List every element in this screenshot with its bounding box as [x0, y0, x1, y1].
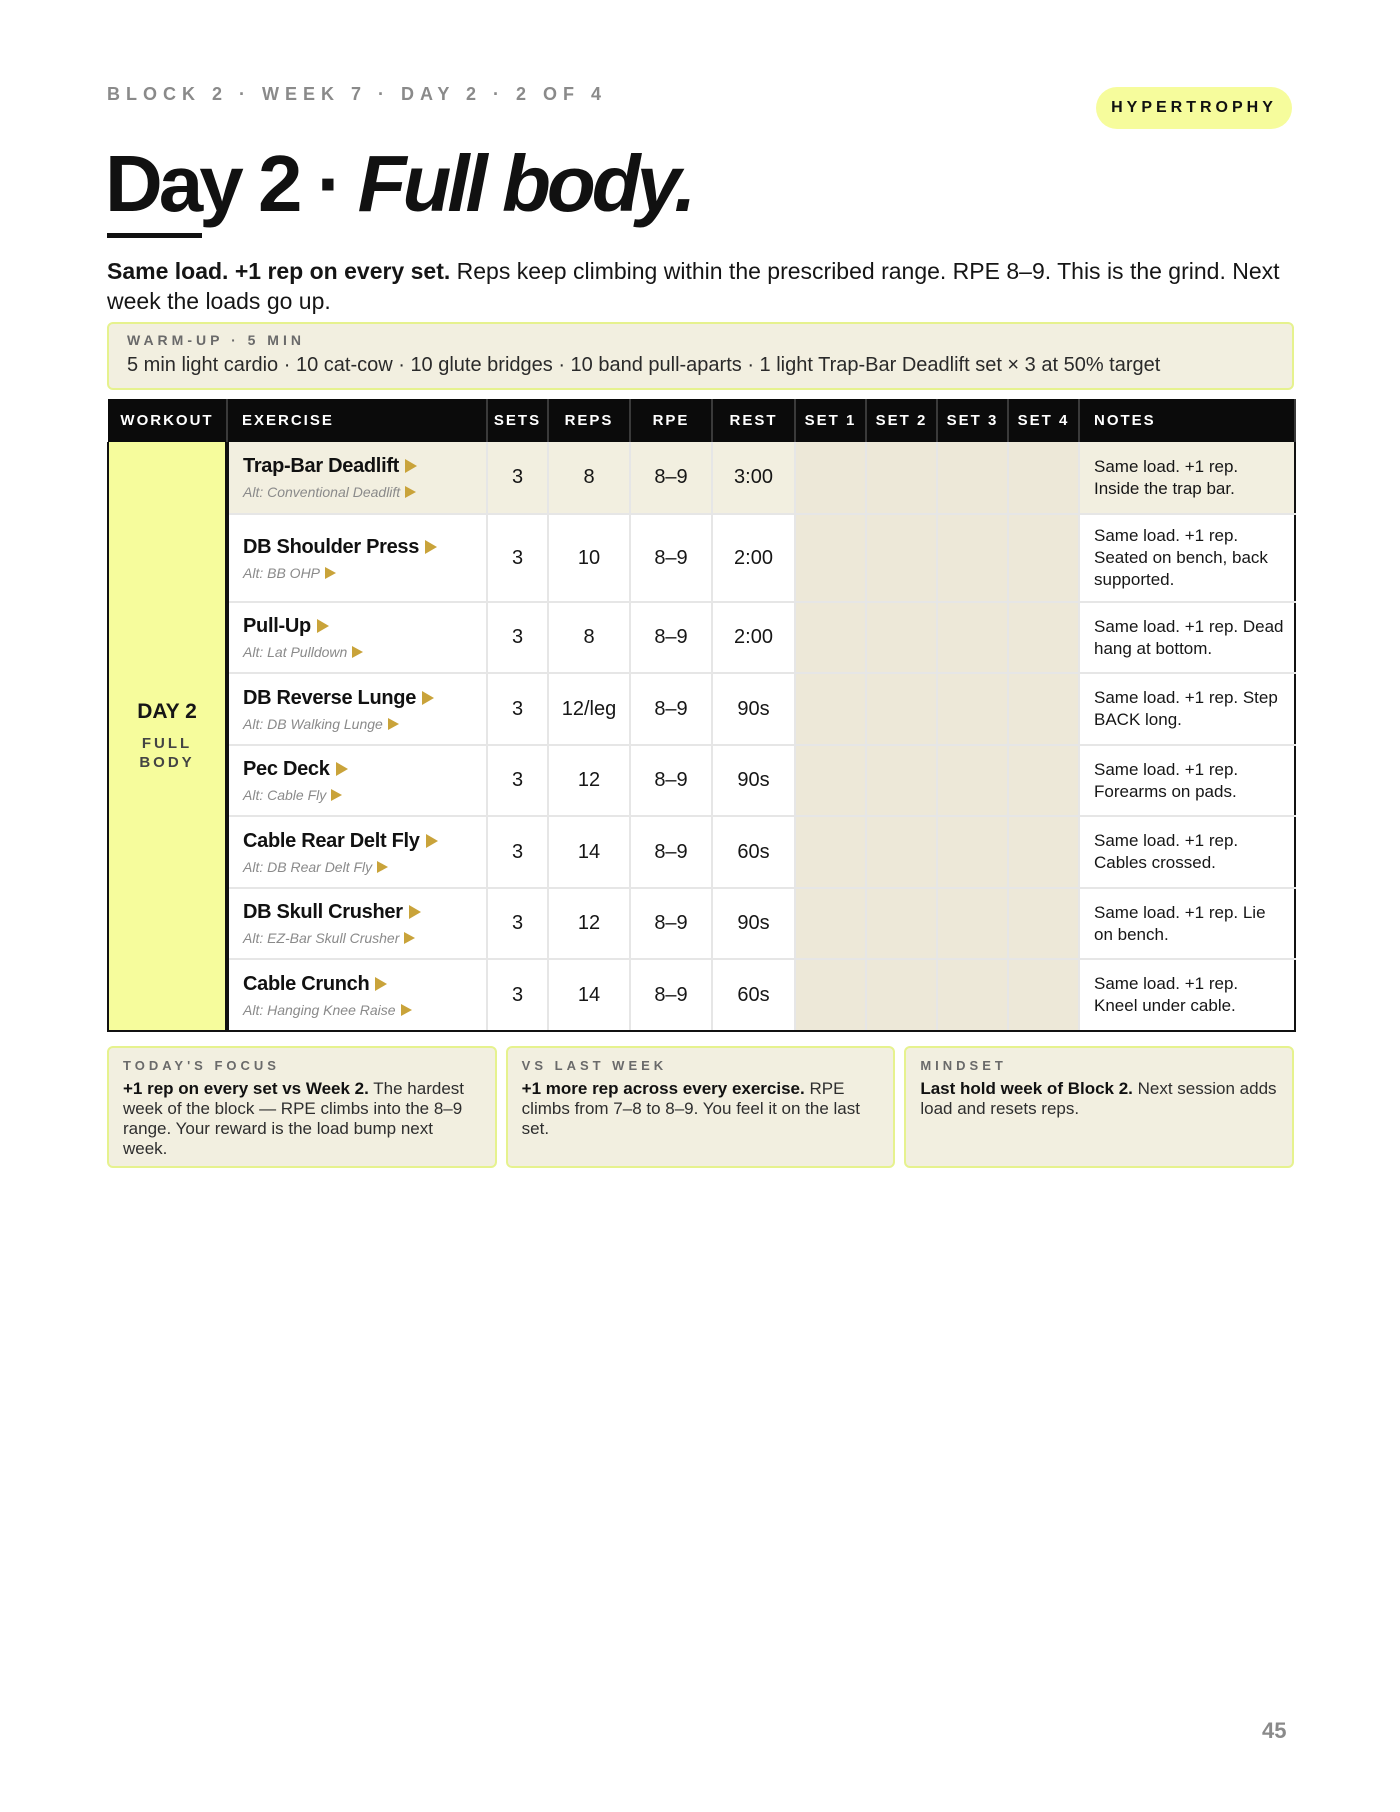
workout-day-cell	[108, 442, 227, 1031]
play-icon[interactable]	[325, 567, 336, 579]
warmup-box	[107, 322, 1294, 390]
col-workout: WORKOUT	[108, 399, 227, 442]
workout-split	[109, 734, 225, 772]
set3-log-cell[interactable]	[937, 959, 1008, 1031]
sets-cell: 3	[487, 959, 548, 1031]
sets-cell: 3	[487, 888, 548, 959]
set3-log-cell[interactable]	[937, 888, 1008, 959]
card-bold: +1 more rep across every exercise.	[521, 1079, 805, 1098]
col-rest: REST	[712, 399, 795, 442]
set3-log-cell[interactable]	[937, 514, 1008, 602]
exercise-alt-text: Alt: Conventional Deadlift	[243, 484, 401, 500]
play-icon[interactable]	[331, 789, 342, 801]
play-icon[interactable]	[375, 977, 387, 991]
play-icon[interactable]	[388, 718, 399, 730]
col-rpe: RPE	[630, 399, 712, 442]
card-text	[123, 1079, 481, 1159]
exercise-alt[interactable]	[243, 716, 486, 732]
set2-log-cell[interactable]	[866, 602, 937, 673]
play-icon[interactable]	[409, 905, 421, 919]
play-icon[interactable]	[405, 459, 417, 473]
exercise-alt-text: Alt: EZ-Bar Skull Crusher	[243, 930, 400, 946]
workout-split-line: BODY	[139, 754, 195, 771]
exercise-name-text: Pec Deck	[243, 758, 330, 780]
rest-cell: 90s	[712, 673, 795, 745]
exercise-name-text: Cable Rear Delt Fly	[243, 829, 420, 852]
set1-log-cell[interactable]	[795, 816, 866, 888]
exercise-cell	[227, 816, 487, 888]
exercise-name-text: Pull-Up	[243, 615, 311, 637]
card-text	[522, 1079, 880, 1139]
table-row	[108, 602, 1295, 673]
rest-cell: 90s	[712, 888, 795, 959]
play-icon[interactable]	[426, 834, 438, 848]
notes-cell: Same load. +1 rep. Step BACK long.	[1079, 673, 1295, 745]
exercise-cell	[227, 959, 487, 1031]
exercise-alt[interactable]	[243, 787, 486, 803]
intro-bold: Same load. +1 rep on every set.	[107, 258, 451, 284]
summary-cards	[107, 1046, 1294, 1168]
sets-cell: 3	[487, 816, 548, 888]
rpe-cell: 8–9	[630, 514, 712, 602]
exercise-name-text: DB Reverse Lunge	[243, 686, 417, 709]
col-set2: SET 2	[866, 399, 937, 442]
col-set1: SET 1	[795, 399, 866, 442]
phase-badge: HYPERTROPHY	[1096, 87, 1292, 129]
set2-log-cell[interactable]	[866, 442, 937, 514]
exercise-cell	[227, 888, 487, 959]
rest-cell: 3:00	[712, 442, 795, 514]
notes-cell: Same load. +1 rep. Seated on bench, back supported.	[1079, 514, 1295, 602]
notes-cell: Same load. +1 rep. Kneel under cable.	[1079, 959, 1295, 1031]
exercise-alt-text: Alt: Lat Pulldown	[243, 644, 348, 660]
warmup-label: WARM-UP · 5 MIN	[127, 332, 305, 348]
table-header-row	[108, 399, 1295, 442]
set4-log-cell[interactable]	[1008, 959, 1079, 1031]
exercise-name[interactable]	[243, 973, 486, 996]
notes-cell: Same load. +1 rep. Dead hang at bottom.	[1079, 602, 1295, 673]
exercise-name[interactable]	[243, 901, 486, 924]
exercise-name-text: Trap-Bar Deadlift	[243, 455, 400, 477]
workout-table	[107, 399, 1296, 1032]
sets-cell: 3	[487, 442, 548, 514]
card-label: MINDSET	[920, 1058, 1007, 1073]
vs-last-week-card	[506, 1046, 896, 1168]
card-text	[920, 1079, 1278, 1119]
set2-log-cell[interactable]	[866, 745, 937, 816]
exercise-alt-text: Alt: DB Walking Lunge	[243, 715, 383, 732]
card-body: RPE climbs from 7–8 to 8–9. You feel it on the last set.	[521, 1079, 860, 1138]
sets-cell: 3	[487, 514, 548, 602]
exercise-name-text: DB Shoulder Press	[243, 535, 420, 558]
table-row	[108, 673, 1295, 745]
play-icon[interactable]	[422, 691, 434, 705]
set4-log-cell[interactable]	[1008, 514, 1079, 602]
reps-cell: 12	[548, 888, 630, 959]
set1-log-cell[interactable]	[795, 673, 866, 745]
set3-log-cell[interactable]	[937, 602, 1008, 673]
col-set4: SET 4	[1008, 399, 1079, 442]
exercise-alt-text: Alt: Hanging Knee Raise	[243, 1001, 396, 1018]
breadcrumb: BLOCK 2 · WEEK 7 · DAY 2 · 2 OF 4	[107, 84, 608, 104]
sets-cell: 3	[487, 673, 548, 745]
page-number: 45	[1262, 1718, 1287, 1743]
rpe-cell: 8–9	[630, 816, 712, 888]
rest-cell: 2:00	[712, 514, 795, 602]
rpe-cell: 8–9	[630, 673, 712, 745]
card-label: VS LAST WEEK	[521, 1058, 668, 1073]
rpe-cell: 8–9	[630, 442, 712, 514]
set2-log-cell[interactable]	[866, 816, 937, 888]
col-reps: REPS	[548, 399, 630, 442]
play-icon[interactable]	[377, 861, 388, 873]
notes-cell: Same load. +1 rep. Forearms on pads.	[1079, 745, 1295, 816]
exercise-alt-text: Alt: Cable Fly	[243, 787, 327, 803]
reps-cell: 12	[548, 745, 630, 816]
set1-log-cell[interactable]	[795, 514, 866, 602]
title-underline	[107, 233, 202, 238]
reps-cell: 10	[548, 514, 630, 602]
exercise-alt-text: Alt: DB Rear Delt Fly	[243, 858, 373, 875]
set4-log-cell[interactable]	[1008, 816, 1079, 888]
rest-cell: 90s	[712, 745, 795, 816]
exercise-alt[interactable]	[243, 859, 486, 875]
warmup-text: 5 min light cardio · 10 cat-cow · 10 glute bridges · 10 band pull-aparts · 1 light Trap-Bar Deadlift set × 3 at 50% target	[127, 354, 1161, 376]
set3-log-cell[interactable]	[937, 745, 1008, 816]
exercise-name-text: Cable Crunch	[243, 972, 370, 995]
set1-log-cell[interactable]	[795, 888, 866, 959]
exercise-cell	[227, 442, 487, 514]
reps-cell: 12/leg	[548, 673, 630, 745]
notes-cell: Same load. +1 rep. Inside the trap bar.	[1079, 442, 1295, 514]
sets-cell: 3	[487, 745, 548, 816]
exercise-alt[interactable]	[243, 484, 486, 500]
title-main: Day 2 ·	[105, 139, 358, 228]
exercise-alt[interactable]	[243, 1002, 486, 1018]
reps-cell: 8	[548, 442, 630, 514]
play-icon[interactable]	[336, 762, 348, 776]
set1-log-cell[interactable]	[795, 745, 866, 816]
card-bold: Last hold week of Block 2.	[920, 1079, 1133, 1098]
play-icon[interactable]	[425, 540, 437, 554]
set1-log-cell[interactable]	[795, 442, 866, 514]
set4-log-cell[interactable]	[1008, 673, 1079, 745]
page-title	[105, 139, 693, 228]
rest-cell: 2:00	[712, 602, 795, 673]
rest-cell: 60s	[712, 959, 795, 1031]
rpe-cell: 8–9	[630, 888, 712, 959]
table-row	[108, 888, 1295, 959]
exercise-alt[interactable]	[243, 930, 486, 946]
play-icon[interactable]	[352, 646, 363, 658]
reps-cell: 8	[548, 602, 630, 673]
exercise-cell	[227, 745, 487, 816]
set3-log-cell[interactable]	[937, 816, 1008, 888]
exercise-cell	[227, 602, 487, 673]
exercise-alt-text: Alt: BB OHP	[243, 564, 321, 581]
notes-cell: Same load. +1 rep. Cables crossed.	[1079, 816, 1295, 888]
table-row	[108, 816, 1295, 888]
col-sets: SETS	[487, 399, 548, 442]
title-emphasis: Full body.	[357, 139, 693, 228]
exercise-name[interactable]	[243, 615, 486, 638]
focus-card	[107, 1046, 497, 1168]
exercise-name[interactable]	[243, 455, 486, 478]
set2-log-cell[interactable]	[866, 673, 937, 745]
sets-cell: 3	[487, 602, 548, 673]
play-icon[interactable]	[401, 1004, 412, 1016]
exercise-alt[interactable]	[243, 565, 486, 581]
play-icon[interactable]	[404, 932, 415, 944]
col-set3: SET 3	[937, 399, 1008, 442]
card-bold: +1 rep on every set vs Week 2.	[123, 1079, 369, 1098]
set1-log-cell[interactable]	[795, 602, 866, 673]
notes-cell: Same load. +1 rep. Lie on bench.	[1079, 888, 1295, 959]
rest-cell: 60s	[712, 816, 795, 888]
col-notes: NOTES	[1079, 399, 1295, 442]
card-label: TODAY'S FOCUS	[123, 1058, 280, 1073]
exercise-name-text: DB Skull Crusher	[243, 901, 403, 923]
set3-log-cell[interactable]	[937, 442, 1008, 514]
set4-log-cell[interactable]	[1008, 745, 1079, 816]
rpe-cell: 8–9	[630, 745, 712, 816]
intro-paragraph	[107, 256, 1297, 316]
intro-text: Reps keep climbing within the prescribed range. RPE 8–9. This is the grind. Next week the loads go up.	[107, 258, 1280, 314]
exercise-alt[interactable]	[243, 644, 486, 660]
set1-log-cell[interactable]	[795, 959, 866, 1031]
set2-log-cell[interactable]	[866, 888, 937, 959]
rpe-cell: 8–9	[630, 602, 712, 673]
workout-split-line: FULL	[141, 735, 193, 752]
table-row	[108, 959, 1295, 1031]
set4-log-cell[interactable]	[1008, 602, 1079, 673]
mindset-card	[904, 1046, 1294, 1168]
exercise-name[interactable]	[243, 758, 486, 781]
exercise-name[interactable]	[243, 536, 486, 559]
play-icon[interactable]	[405, 486, 416, 498]
exercise-cell	[227, 514, 487, 602]
card-body: The hardest week of the block — RPE climbs into the 8–9 range. Your reward is the load bump next week.	[123, 1079, 465, 1158]
set2-log-cell[interactable]	[866, 959, 937, 1031]
set4-log-cell[interactable]	[1008, 888, 1079, 959]
set3-log-cell[interactable]	[937, 673, 1008, 745]
table-row	[108, 514, 1295, 602]
reps-cell: 14	[548, 959, 630, 1031]
rpe-cell: 8–9	[630, 959, 712, 1031]
table-row	[108, 745, 1295, 816]
reps-cell: 14	[548, 816, 630, 888]
workout-day: DAY 2	[137, 700, 197, 723]
set4-log-cell[interactable]	[1008, 442, 1079, 514]
exercise-cell	[227, 673, 487, 745]
card-body: Next session adds load and resets reps.	[920, 1079, 1277, 1118]
set2-log-cell[interactable]	[866, 514, 937, 602]
exercise-name[interactable]	[243, 687, 486, 710]
play-icon[interactable]	[317, 619, 329, 633]
col-exercise: EXERCISE	[227, 399, 487, 442]
table-row	[108, 442, 1295, 514]
exercise-name[interactable]	[243, 830, 486, 853]
